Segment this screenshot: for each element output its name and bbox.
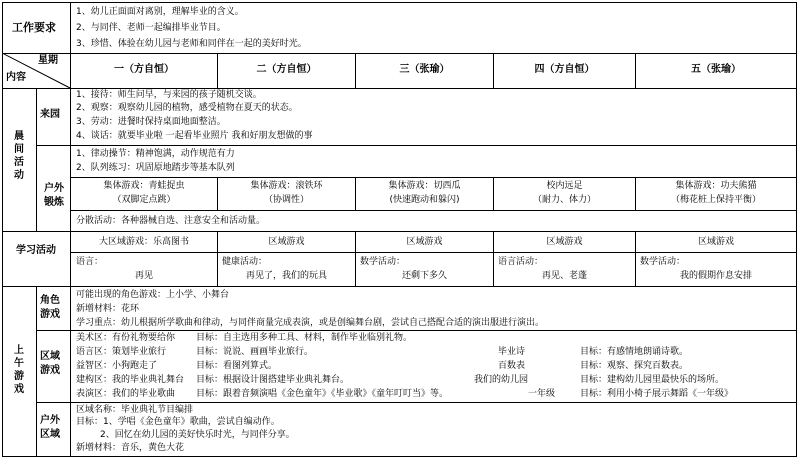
study-title-thu: 再见、老蓬 <box>541 271 587 281</box>
day-header-thu: 四（方自恒） <box>534 64 595 75</box>
am-games-label: 上午游戏 <box>14 345 24 395</box>
outdoor-game-wed-focus: (快速跑动和躲闪) <box>389 195 460 205</box>
outdoor-game-tue-focus: （协调性） <box>263 195 309 205</box>
role-play-label: 角色游戏 <box>40 295 60 320</box>
role-play-item: 可能出现的角色游戏：上小学、小舞台 <box>76 290 230 300</box>
arrival-item: 4、谈话：就要毕业啦 一起看毕业照片 我和好朋友想做的事 <box>76 131 313 141</box>
role-play-item: 新增材料：花环 <box>76 304 140 314</box>
day-header-fri: 五（张瑜） <box>691 64 741 75</box>
requirement-item: 1、幼儿正面面对离别，理解毕业的含义。 <box>76 7 244 17</box>
work-requirements-label: 工作要求 <box>12 21 56 34</box>
study-subject-mon: 语言： <box>76 257 104 267</box>
day-header-tue: 二（方自恒） <box>256 64 317 75</box>
study-title-tue: 再见了，我们的玩具 <box>245 271 327 281</box>
outdoor-item: 2、队列练习：巩固原地踏步等基本队列 <box>76 163 235 173</box>
zone-goal: 目标：跟着音频演唱《金色童年》《毕业歌》《童年叮叮当》等。 <box>196 389 449 399</box>
zone-goal: 目标：自主选用多种工具、材料，制作毕业临别礼物。 <box>196 333 413 343</box>
outdoor-game-tue: 集体游戏：滚铁环 <box>250 181 323 191</box>
study-title-mon: 再见 <box>134 271 153 281</box>
requirement-item: 3、珍惜、体验在幼儿园与老师和同伴在一起的美好时光。 <box>76 39 307 49</box>
zone-area: 表演区：我们的毕业歌曲 <box>76 389 176 399</box>
zone-area-secondary: 我们的幼儿园 <box>474 375 529 385</box>
arrival-item: 2、观察：观察幼儿园的植物，感受植物在夏天的状态。 <box>76 103 298 113</box>
study-subject-thu: 语言活动： <box>498 257 544 267</box>
study-title-fri: 我的假期作息安排 <box>679 271 752 281</box>
role-play-item: 学习重点：幼儿根据所学歌曲和律动，与同伴商量完成表演，或是创编舞台剧，尝试自己搭配合适的演出服进行演出。 <box>76 318 545 328</box>
outdoor-exercise-label: 户外锻炼 <box>44 183 64 208</box>
zone-games-label: 区域游戏 <box>40 351 60 376</box>
zone-area: 建构区：我的毕业典礼舞台 <box>76 375 185 385</box>
outdoor-zone-item: 新增材料：音乐，黄色大花 <box>76 443 185 453</box>
requirement-item: 2、与同伴、老师一起编排毕业节目。 <box>76 23 226 33</box>
zone-goal: 目标：看图列算式。 <box>196 361 278 371</box>
study-title-wed: 还剩下多久 <box>401 271 447 281</box>
outdoor-zone-label: 户外区域 <box>40 415 60 440</box>
outdoor-game-fri-focus: （梅花桩上保持平衡） <box>670 195 761 205</box>
arrival-item: 1、接待：师生问早，与来园的孩子随机交谈。 <box>76 90 262 100</box>
study-subject-tue: 健康活动： <box>222 257 268 267</box>
zone-goal: 目标：根据设计图搭建毕业典礼舞台。 <box>196 375 350 385</box>
zone-goal: 目标：说说、画画毕业旅行。 <box>196 347 314 357</box>
outdoor-game-mon-focus: （双脚定点跳） <box>112 195 176 205</box>
zone-area: 益智区：小狗跑走了 <box>76 361 158 371</box>
zone-goal-secondary: 目标：建构幼儿园里最快乐的场所。 <box>580 375 725 385</box>
outdoor-game-thu: 校内远足 <box>546 181 583 191</box>
outdoor-game-thu-focus: （耐力、体力） <box>532 195 596 205</box>
outdoor-game-fri: 集体游戏：功夫熊猫 <box>675 181 757 191</box>
study-area-fri: 区域游戏 <box>697 237 734 247</box>
zone-goal-secondary: 目标：利用小椅子展示舞蹈《一年级》 <box>580 389 734 399</box>
corner-content-label: 内容 <box>6 72 26 83</box>
corner-weekday-label: 星期 <box>38 55 58 66</box>
free-activity: 分散活动：各种器械自选、注意安全和活动量。 <box>76 216 266 226</box>
zone-area-secondary: 一年级 <box>528 389 556 399</box>
zone-area-secondary: 毕业诗 <box>498 347 526 357</box>
arrival-item: 3、劳动：进餐时保持桌面地面整洁。 <box>76 117 226 127</box>
zone-goal-secondary: 目标：观察、探究百数表。 <box>580 361 689 371</box>
zone-goal-secondary: 目标：有感情地朗诵诗歌。 <box>580 347 689 357</box>
day-header-wed: 三（张瑜） <box>399 64 450 75</box>
study-activities-label: 学习活动 <box>16 245 56 256</box>
outdoor-zone-item: 区域名称：毕业典礼节目编排 <box>76 405 194 415</box>
arrival-label: 来园 <box>40 109 60 120</box>
study-area-wed: 区域游戏 <box>406 237 443 247</box>
zone-area: 语言区：策划毕业旅行 <box>76 347 167 357</box>
outdoor-game-wed: 集体游戏：切西瓜 <box>388 181 461 191</box>
study-subject-fri: 数学活动： <box>640 257 686 267</box>
outdoor-item: 1、律动操节：精神饱满，动作规范有力 <box>76 149 235 159</box>
outdoor-zone-item: 2、回忆在幼儿园的美好快乐时光，与同伴分享。 <box>100 430 295 440</box>
zone-area: 美术区：有份礼物要给你 <box>76 333 176 343</box>
outdoor-zone-item: 目标：1、学唱《金色童年》歌曲，尝试自编动作。 <box>76 417 280 427</box>
morning-activities-label: 晨间活动 <box>14 131 24 181</box>
study-subject-wed: 数学活动： <box>360 257 406 267</box>
day-header-mon: 一（方自恒） <box>114 64 174 75</box>
study-area-tue: 区域游戏 <box>268 237 305 247</box>
study-area-thu: 区域游戏 <box>546 237 583 247</box>
zone-area-secondary: 百数表 <box>498 361 526 371</box>
outdoor-game-mon: 集体游戏：青蛙捉虫 <box>103 181 185 191</box>
study-area-mon: 大区域游戏：乐高图书 <box>98 237 189 247</box>
